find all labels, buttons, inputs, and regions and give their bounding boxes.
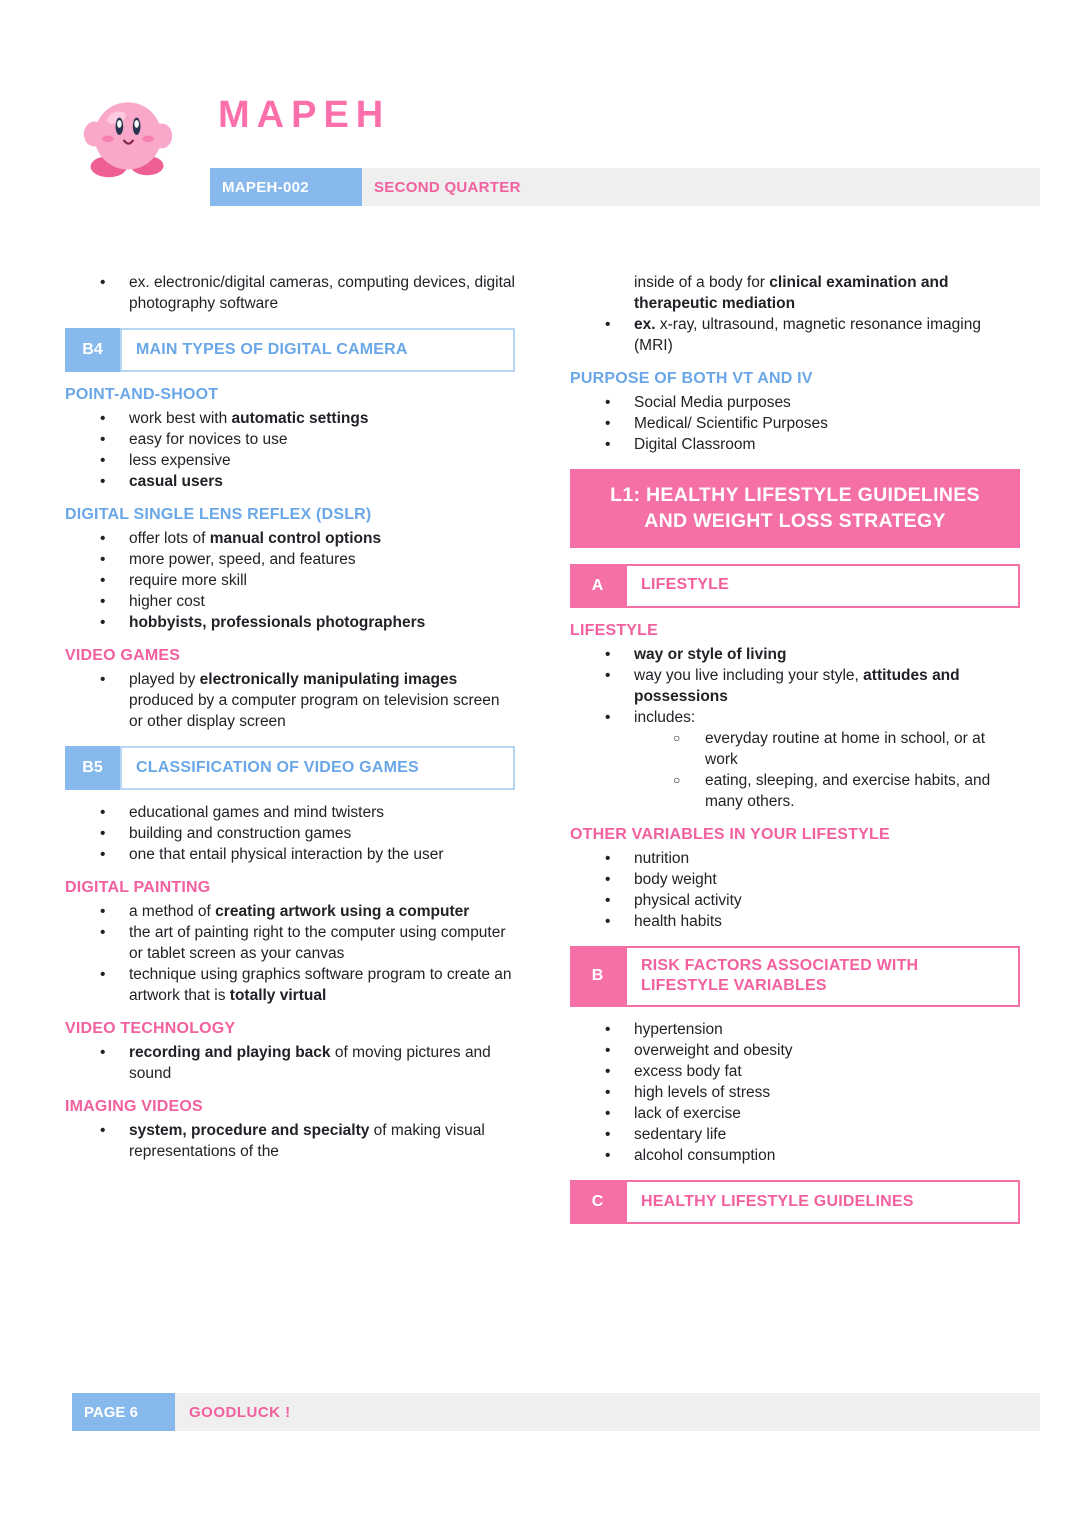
list-item-text: way or style of living	[634, 645, 787, 663]
list-item	[65, 429, 515, 450]
bullet-marker: •	[605, 708, 611, 726]
section-heading: DIGITAL SINGLE LENS REFLEX (DSLR)	[65, 506, 372, 523]
list-item	[65, 964, 515, 1006]
list-item	[570, 848, 1020, 869]
bullet-marker: •	[100, 452, 106, 469]
list-item-text: the art of painting right to the computer using computer or tablet screen as your canvas	[129, 924, 506, 962]
list-item-text: casual users	[129, 473, 223, 490]
bullet-marker: •	[100, 1044, 106, 1061]
list-item	[570, 1061, 1020, 1082]
bullet-marker: •	[605, 912, 611, 930]
section-title: CLASSIFICATION OF VIDEO GAMES	[120, 746, 515, 790]
list-item-text: a method of creating artwork using a computer	[129, 903, 470, 920]
section-letter-badge: A	[570, 564, 625, 608]
list-item-text: lack of exercise	[634, 1105, 741, 1123]
list-item	[570, 665, 1020, 707]
list-item-text: more power, speed, and features	[129, 551, 356, 568]
section-letter-badge: B4	[65, 328, 120, 372]
list-item	[65, 471, 515, 492]
list-item	[65, 528, 515, 549]
list-item-text: work best with automatic settings	[129, 410, 369, 427]
list-item-text: ex. electronic/digital cameras, computing devices, digital photography software	[129, 274, 515, 312]
list-item	[65, 802, 515, 823]
section-title: RISK FACTORS ASSOCIATED WITH LIFESTYLE VARIABLES	[625, 946, 1020, 1008]
bullet-list	[570, 272, 1020, 356]
list-item	[65, 823, 515, 844]
list-item	[65, 1042, 515, 1084]
list-item-text: one that entail physical interaction by the user	[129, 846, 444, 863]
bullet-marker: •	[605, 645, 611, 663]
list-item-text: Digital Classroom	[634, 436, 756, 453]
section-heading: VIDEO TECHNOLOGY	[65, 1020, 236, 1037]
bullet-marker: •	[100, 903, 106, 920]
bullet-marker: •	[605, 849, 611, 867]
list-item	[65, 922, 515, 964]
list-item	[570, 1040, 1020, 1061]
list-item	[570, 770, 1020, 812]
section-letter-badge: C	[570, 1180, 625, 1224]
bullet-list	[65, 272, 515, 314]
section-heading: PURPOSE OF BOTH VT AND IV	[570, 370, 813, 387]
list-item-text: health habits	[634, 912, 722, 930]
bullet-marker: •	[605, 394, 611, 411]
bullet-marker: •	[100, 473, 106, 490]
section-label-box	[570, 564, 1020, 608]
list-item	[570, 434, 1020, 455]
bullet-marker: •	[605, 1126, 611, 1144]
bullet-list	[65, 802, 515, 865]
bullet-marker: •	[100, 593, 106, 610]
footer-bar	[72, 1393, 1040, 1431]
bullet-list	[65, 1120, 515, 1162]
footer-message: GOODLUCK !	[189, 1403, 291, 1421]
section-letter-badge: B	[570, 946, 625, 1008]
bullet-list	[570, 644, 1020, 812]
bullet-marker: •	[100, 274, 106, 291]
bullet-marker: •	[100, 846, 106, 863]
list-item-text: sedentary life	[634, 1126, 727, 1144]
list-item-text: Social Media purposes	[634, 394, 791, 411]
list-item	[570, 890, 1020, 911]
list-item	[65, 1120, 515, 1162]
kirby-icon	[80, 86, 176, 182]
list-item	[570, 1103, 1020, 1124]
bullet-marker: ○	[673, 772, 681, 787]
bullet-marker: •	[605, 870, 611, 888]
list-item	[570, 1082, 1020, 1103]
list-item	[65, 408, 515, 429]
course-code-badge: MAPEH-002	[210, 168, 362, 206]
kirby-mascot-image	[80, 86, 176, 182]
bullet-marker: •	[100, 924, 106, 941]
bullet-marker: •	[100, 572, 106, 589]
bullet-marker: •	[100, 804, 106, 821]
list-item	[570, 644, 1020, 665]
quarter-label: SECOND QUARTER	[374, 178, 521, 196]
bullet-marker: •	[100, 966, 106, 983]
list-item-text: easy for novices to use	[129, 431, 288, 448]
lesson-banner: L1: HEALTHY LIFESTYLE GUIDELINES AND WEIGHT LOSS STRATEGY	[570, 469, 1020, 548]
section-label-box	[570, 946, 1020, 1008]
bullet-list	[65, 1042, 515, 1084]
list-item-text: technique using graphics software program to create an artwork that is totally virtual	[129, 966, 512, 1004]
list-item-text: ex. x-ray, ultrasound, magnetic resonance imaging (MRI)	[634, 316, 981, 354]
list-item	[65, 844, 515, 865]
page-number-badge: PAGE 6	[72, 1393, 175, 1431]
list-item	[570, 911, 1020, 932]
bullet-marker: •	[605, 1021, 611, 1039]
section-heading: DIGITAL PAINTING	[65, 879, 211, 896]
list-item	[570, 728, 1020, 770]
list-item-text: physical activity	[634, 891, 742, 909]
list-item-text: recording and playing back of moving pictures and sound	[129, 1044, 491, 1082]
list-item	[65, 669, 515, 732]
bullet-marker: •	[605, 415, 611, 432]
list-item-text: Medical/ Scientific Purposes	[634, 415, 828, 432]
bullet-marker: •	[605, 891, 611, 909]
section-title: MAIN TYPES OF DIGITAL CAMERA	[120, 328, 515, 372]
section-heading: LIFESTYLE	[570, 621, 659, 639]
bullet-marker: •	[605, 1147, 611, 1165]
list-item	[570, 272, 1020, 314]
list-item-text: require more skill	[129, 572, 248, 589]
list-item-text: overweight and obesity	[634, 1042, 793, 1060]
section-label-box	[570, 1180, 1020, 1224]
bullet-marker: •	[605, 316, 611, 333]
list-item-text: less expensive	[129, 452, 231, 469]
bullet-marker: •	[100, 671, 106, 688]
bullet-marker: •	[100, 431, 106, 448]
bullet-marker: •	[605, 1105, 611, 1123]
list-item-text: system, procedure and specialty of making visual representations of the	[129, 1122, 485, 1160]
bullet-marker: •	[100, 410, 106, 427]
content-columns	[65, 272, 1020, 1236]
section-title: HEALTHY LIFESTYLE GUIDELINES	[625, 1180, 1020, 1224]
section-heading: OTHER VARIABLES IN YOUR LIFESTYLE	[570, 825, 890, 843]
list-item	[570, 1019, 1020, 1040]
bullet-marker: •	[100, 551, 106, 568]
bullet-list	[65, 408, 515, 492]
list-item	[570, 1124, 1020, 1145]
bullet-marker: •	[605, 1042, 611, 1060]
list-item	[570, 869, 1020, 890]
list-item	[65, 901, 515, 922]
list-item	[570, 314, 1020, 356]
bullet-marker: •	[605, 436, 611, 453]
list-item	[65, 450, 515, 471]
bullet-list	[570, 848, 1020, 932]
bullet-marker: •	[100, 530, 106, 547]
list-item-text: alcohol consumption	[634, 1147, 776, 1165]
right-column	[570, 272, 1020, 1236]
list-item-text: way you live including your style, attitudes and possessions	[634, 666, 960, 705]
list-item-text: hypertension	[634, 1021, 723, 1039]
list-item-text: offer lots of manual control options	[129, 530, 382, 547]
section-heading: IMAGING VIDEOS	[65, 1098, 203, 1115]
page-title: MAPEH	[218, 94, 391, 136]
bullet-list	[65, 669, 515, 732]
section-heading: VIDEO GAMES	[65, 647, 181, 664]
list-item	[65, 591, 515, 612]
left-column	[65, 272, 515, 1236]
bullet-list	[570, 1019, 1020, 1166]
bullet-list	[65, 528, 515, 633]
list-item	[65, 272, 515, 314]
bullet-marker	[605, 272, 634, 314]
list-item-text: played by electronically manipulating images produced by a computer program on television screen or other display screen	[129, 671, 500, 730]
list-item-text: higher cost	[129, 593, 205, 610]
list-item	[570, 707, 1020, 728]
list-item-text: everyday routine at home in school, or at work	[705, 729, 986, 768]
list-item-text: eating, sleeping, and exercise habits, and many others.	[705, 771, 991, 810]
list-item	[65, 570, 515, 591]
list-item	[570, 1145, 1020, 1166]
list-item-text: includes:	[634, 708, 696, 726]
list-item-text: high levels of stress	[634, 1084, 771, 1102]
bullet-marker: •	[605, 666, 611, 684]
bullet-marker: •	[605, 1084, 611, 1102]
bullet-marker: •	[100, 1122, 106, 1139]
list-item-text: building and construction games	[129, 825, 352, 842]
list-item-text: excess body fat	[634, 1063, 742, 1081]
list-item-text: body weight	[634, 870, 717, 888]
section-heading: POINT-AND-SHOOT	[65, 386, 219, 403]
header-bar	[210, 168, 1040, 206]
section-title: LIFESTYLE	[625, 564, 1020, 608]
list-item	[65, 549, 515, 570]
list-item	[570, 392, 1020, 413]
list-item	[65, 612, 515, 633]
bullet-marker: •	[100, 614, 106, 631]
list-item-text: inside of a body for clinical examination and therapeutic mediation	[634, 274, 949, 312]
list-item	[570, 413, 1020, 434]
section-label-box	[65, 328, 515, 372]
bullet-list	[65, 901, 515, 1006]
bullet-list	[570, 392, 1020, 455]
bullet-marker: •	[100, 825, 106, 842]
section-letter-badge: B5	[65, 746, 120, 790]
list-item-text: educational games and mind twisters	[129, 804, 385, 821]
bullet-marker: •	[605, 1063, 611, 1081]
section-label-box	[65, 746, 515, 790]
list-item-text: nutrition	[634, 849, 690, 867]
bullet-marker: ○	[673, 730, 681, 745]
list-item-text: hobbyists, professionals photographers	[129, 614, 426, 631]
